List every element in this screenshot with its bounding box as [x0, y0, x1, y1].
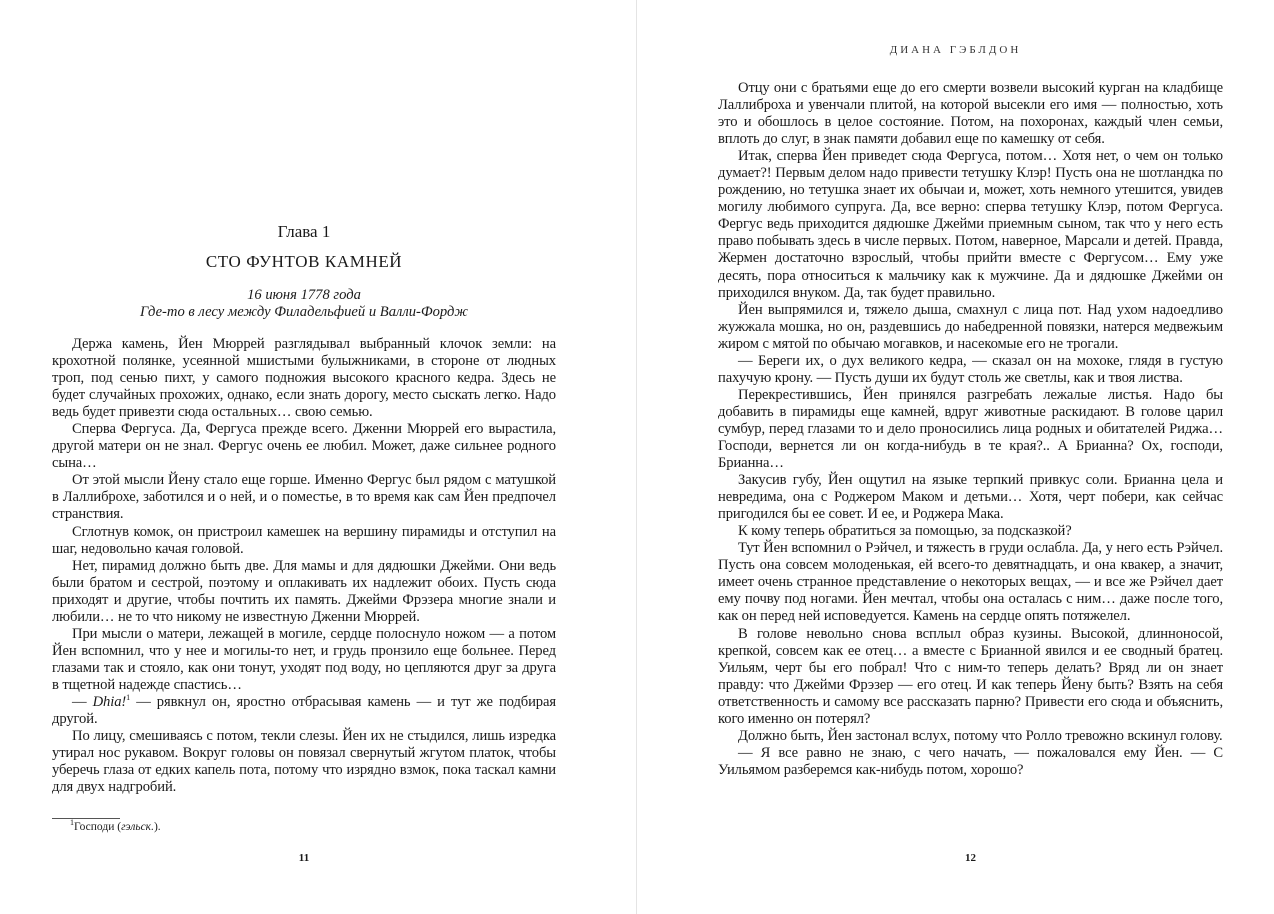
- running-head: ДИАНА ГЭБЛДОН: [889, 44, 1022, 56]
- dialogue-dash: —: [72, 693, 93, 710]
- right-body-text: [718, 80, 1223, 779]
- paragraph: Держа камень, Йен Мюррей разглядывал выбранный клочок земли: на крохотной полянке, усеянной мшистыми булыжниками, в стороне от людных троп, под сенью пихт, у самого подножия высокого красного кедра. Здесь не будет случайных прохожих, однако, если знать дорогу, место сыскать легко. Надо ведь будет привезти сюда остальных… свою семью.: [52, 336, 556, 421]
- footnote-lang: гэльск.: [121, 821, 154, 833]
- paragraph: Йен выпрямился и, тяжело дыша, смахнул с лица пот. Над ухом надоедливо жужжала мошка, но он, раздевшись до набедренной повязки, натерся медвежьим жиром с мятой по обычаю могавков, и насекомые его не трогали.: [718, 301, 1223, 352]
- paragraph: Сглотнув комок, он пристроил камешек на вершину пирамиды и отступил на шаг, недовольно качая головой.: [52, 523, 556, 557]
- paragraph: В голове невольно снова всплыл образ кузины. Высокой, длинноносой, крепкой, совсем как ее отец… а вместе с Брианной явился и ее сводный братец. Уильям, черт бы его побрал! Что с ним-то теперь делать? Вряд ли он знает правду: что Джейми Фрэзер — его отец. И как теперь Йену быть? Взять на себя ответственность и самому все рассказать парню? Привести его сюда и объяснить, кого именно он потерял?: [718, 625, 1223, 727]
- chapter-date: 16 июня 1778 года: [247, 287, 361, 303]
- paragraph: К кому теперь обратиться за помощью, за подсказкой?: [738, 523, 1072, 540]
- chapter-title: СТО ФУНТОВ КАМНЕЙ: [205, 252, 403, 271]
- paragraph: По лицу, смешиваясь с потом, текли слезы. Йен их не стыдился, лишь изредка утирал нос рукавом. Вокруг головы он повязал свернутый жгутом платок, чтобы уберечь глаза от едких капель пота, потому что изрядно взмок, пока таскал камни для двух надгробий.: [52, 728, 556, 796]
- chapter-number: Глава 1: [277, 222, 331, 241]
- paragraph: [52, 694, 556, 728]
- paragraph: Закусив губу, Йен ощутил на языке терпкий привкус соли. Брианна цела и невредима, она с Роджером Маком и детьми… Хотя, черт побери, как сейчас пригодился бы ее совет. И ее, и Роджера Мака.: [718, 472, 1223, 523]
- paragraph: Итак, сперва Йен приведет сюда Фергуса, потом… Хотя нет, о чем он только думает?! Первым делом надо привести тетушку Клэр! Пусть она не шотландка по рождению, но тетушка знает их обычаи и, может, хоть немного утешится, увидев могилу любимого супруга. Да, все верно: сперва тетушку Клэр, потом Фергуса. Фергус ведь приходится дядюшке Джейми приемным сыном, так что у него есть право побывать здесь в числе первых. Потом, наверное, Марсали и детей. Правда, Жермен достаточно взрослый, чтобы прийти вместе с Фергусом… Ему уже десять, пора относиться к мальчику как к мужчине. Да и дядюшке Джейми он приходился внуком. Да, так будет правильно.: [718, 148, 1223, 301]
- page-number-right: 12: [965, 852, 976, 864]
- paragraph: При мысли о матери, лежащей в могиле, сердце полоснуло ножом — а потом Йен вспомнил, что у нее и могилы-то нет, и грудь пронзило еще больнее. Перед глазами так и стояло, как они тонут, уходят под воду, но цепляются друг за друга в тщетной надежде спастись…: [52, 625, 556, 693]
- paragraph: Нет, пирамид должно быть две. Для мамы и для дядюшки Джейми. Они ведь были братом и сестрой, поэтому и оплакивать их надлежит обоих. Пусть сюда приходят и другие, чтобы почтить их память. Джейми Фрэзера многие знали и любили… не то что никому не известную Дженни Мюррей.: [52, 557, 556, 625]
- left-body-text: [52, 336, 556, 796]
- chapter-dateline: [0, 287, 608, 321]
- paragraph: Перекрестившись, Йен принялся разгребать лежалые листья. Надо бы добавить в пирамиды еще камней, вдруг животные раскидают. В голове царил сумбур, перед глазами то и дело проносились лица родных и обитателей Риджа… Господи, вернется ли он когда-нибудь в те края?.. А Брианна? Ох, господи, Брианна…: [718, 386, 1223, 472]
- footnote: [70, 818, 161, 833]
- left-page: [0, 0, 636, 914]
- footnote-end: ).: [153, 821, 161, 833]
- footnote-mark: 1: [70, 818, 74, 828]
- paragraph: Отцу они с братьями еще до его смерти возвели высокий курган на кладбище Лаллиброха и увенчали плитой, на которой высекли его имя — полностью, хоть это и обошлось в целое состояние. Потом, на похоронах, каждый член семьи, вплоть до слуг, в знак памяти добавил еще по камешку от себя.: [718, 80, 1223, 148]
- paragraph: — Я все равно не знаю, с чего начать, — пожаловался ему Йен. — С Уильямом разберемся как-нибудь потом, хорошо?: [718, 744, 1223, 778]
- paragraph: Должно быть, Йен застонал вслух, потому что Ролло тревожно вскинул голову.: [738, 727, 1223, 744]
- paragraph: От этой мысли Йену стало еще горше. Именно Фергус был рядом с матушкой в Лаллиброхе, заботился и о ней, и о поместье, в то время как сам Йен предпочел странствия.: [52, 472, 556, 523]
- paragraph: — Береги их, о дух великого кедра, — сказал он на мохоке, глядя в густую пахучую крону. — Пусть души их будут столь же светлы, как и твоя листва.: [718, 352, 1223, 386]
- paragraph: Сперва Фергуса. Да, Фергуса прежде всего. Дженни Мюррей его вырастила, другой матери он не знал. Фергус очень ее любил. Может, даже сильнее родного сына…: [52, 421, 556, 472]
- footnote-ref[interactable]: 1: [126, 693, 131, 703]
- right-page: [637, 0, 1274, 914]
- footnote-rule: [52, 818, 120, 819]
- footnote-text: Господи (: [74, 821, 122, 833]
- chapter-place: Где-то в лесу между Филадельфией и Валли-Фордж: [139, 304, 468, 320]
- paragraph: Тут Йен вспомнил о Рэйчел, и тяжесть в груди ослабла. Да, у него есть Рэйчел. Пусть она совсем молоденькая, ей всего-то девятнадцать, и она квакер, а значит, имеет очень странное представление о некоторых вещах, — и все же Рэйчел дает ему почву под ногами. Йен мечтал, чтобы она осталась с ним… даже после того, как он перед ней исповедуется. Камень на сердце опять потяжелел.: [718, 540, 1223, 625]
- paragraph-rest: — рявкнул он, яростно отбрасывая камень — и тут же подбирая другой.: [52, 693, 556, 728]
- gaelic-word: Dhia!: [92, 693, 127, 710]
- page-number-left: 11: [298, 852, 310, 864]
